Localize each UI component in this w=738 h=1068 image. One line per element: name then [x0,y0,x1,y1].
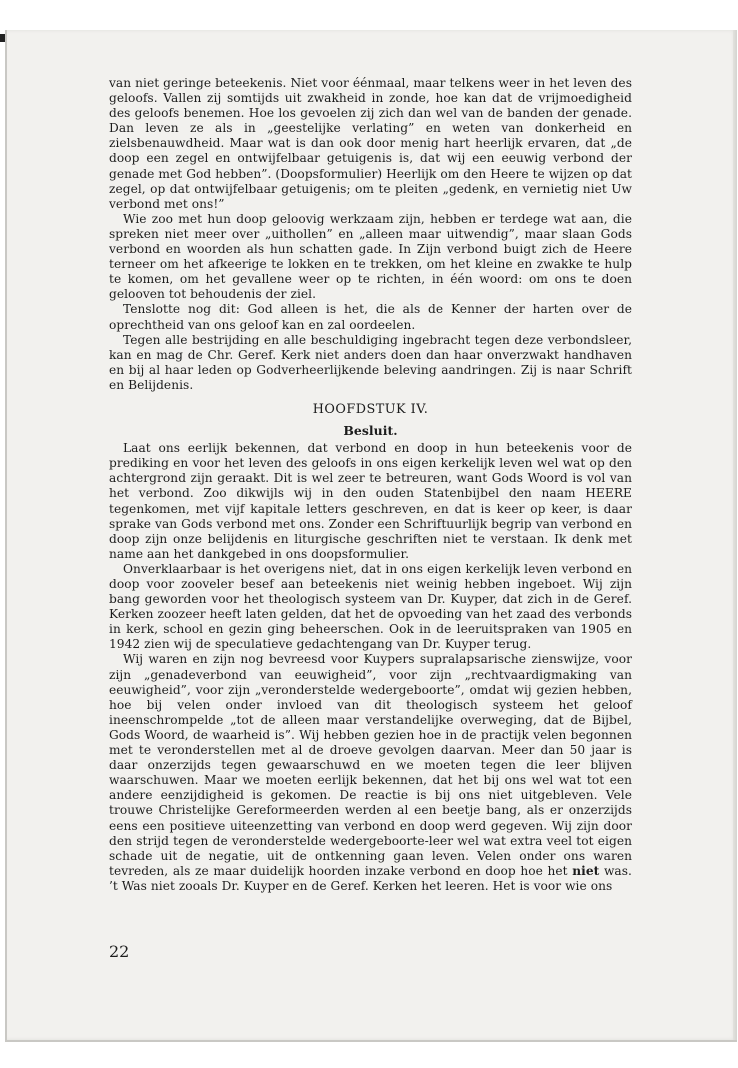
paragraph-7-start: Wij waren en zijn nog bevreesd voor Kuypers supralapsarische zienswijze, voor zijn „genadeverbond van eeuwigheid”, voor zijn „rechtvaardigmaking van eeuwigheid”, voor zijn „veronderstelde wedergeboorte”, omdat wij gezien hebben, hoe bij velen onder invloed van dit theologisch systeem het geloof ineenschrompelde „tot de alleen maar verstandelijke overweging, dat de Bijbel, Gods Woord, de waarheid is”. Wij hebben gezien hoe in de practijk velen begonnen met te veronderstellen met al de droeve gevolgen daarvan. Meer dan 50 jaar is daar onzerzijds tegen gewaarschuwd en we moeten tegen die leer blijven waarschuwen. Maar we moeten eerlijk bekennen, dat het bij ons wel wat tot een andere eenzijdigheid is gekomen. De reactie is bij ons niet uitgebleven. Vele trouwe Christelijke Gereformeerden werden al een beetje bang, als er onzerzijds eens een positieve uiteenzetting van verbond en doop werd gegeven. Wij zijn door den strijd tegen de veronderstelde wedergeboorte-leer wel wat extra veel tot eigen schade uit de negatie, uit de ontkenning gaan leven. Velen onder ons waren tevreden, als ze maar duidelijk hoorden inzake verbond en doop hoe het [109,652,632,878]
paragraph-3: Tenslotte nog dit: God alleen is het, die als de Kenner der harten over de oprechtheid van ons geloof kan en zal oordeelen. [109,302,632,332]
page-edge-shadow [733,30,737,1040]
page-text [109,76,632,894]
chapter-heading: HOOFDSTUK IV. [312,401,429,417]
paragraph-4: Tegen alle bestrijding en alle beschuldiging ingebracht tegen deze verbondsleer, kan en mag de Chr. Geref. Kerk niet anders doen dan haar onverzwakt handhaven en bij al haar leden op Godverheerlijkende beleving aandringen. Zij is naar Schrift en Belijdenis. [109,332,632,392]
emphasized-word: niet [572,863,600,878]
paragraph-1: van niet geringe beteekenis. Niet voor éénmaal, maar telkens weer in het leven des geloofs. Vallen zij somtijds uit zwakheid in zonde, hoe kan dat de vrijmoedigheid des geloofs benemen. Hoe los gevoelen zij zich dan wel van de banden der genade. Dan leven ze als in „geestelijke verlating” en weten van donkerheid en zielsbenauwdheid. Maar wat is dan ook door menig hart heerlijk ervaren, dat „de doop een zegel en ontwijfelbaar getuigenis is, dat wij een eeuwig verbond der genade met God hebben”. (Doopsformulier) Heerlijk om den Heere te wijzen op dat zegel, op dat ontwijfelbaar getuigenis; om te pleiten „gedenk, en vernietig niet Uw verbond met ons!” [109,76,632,211]
paragraph-2: Wie zoo met hun doop geloovig werkzaam zijn, hebben er terdege wat aan, die spreken niet meer over „uithollen” en „alleen maar uitwendig”, maar slaan Gods verbond en woorden als hun schatten gade. In Zijn verbond buigt zich de Heere terneer om het afkeerige te lokken en te trekken, om het kleine en zwakke te hulp te komen, om het gevallene weer op te richten, in één woord: om ons te doen gelooven tot behoudenis der ziel. [109,211,632,302]
paragraph-6: Onverklaarbaar is het overigens niet, dat in ons eigen kerkelijk leven verbond en doop voor zooveler besef aan beteekenis niet weinig hebben ingeboet. Wij zijn bang geworden voor het theologisch systeem van Dr. Kuyper, dat zich in de Geref. Kerken zoozeer heeft laten gelden, dat het de opvoeding van het zaad des verbonds in kerk, school en gezin ging beheerschen. Ook in de leeruitspraken van 1905 en 1942 zien wij de speculatieve gedachtengang van Dr. Kuyper terug. [109,561,632,652]
paragraph-7 [109,652,632,894]
paragraph-7-end: was. ’t Was niet zooals Dr. Kuyper en de Geref. Kerken het leeren. Het is voor wie ons [109,863,632,893]
paragraph-5: Laat ons eerlijk bekennen, dat verbond en doop in hun beteekenis voor de prediking en voor het leven des geloofs in ons eigen kerkelijk leven wel wat op den achtergrond zijn geraakt. Dit is wel zeer te betreuren, want Gods Woord is vol van het verbond. Zoo dikwijls wij in den ouden Statenbijbel den naam HEERE tegenkomen, met vijf kapitale letters geschreven, en dat is keer op keer, is daar sprake van Gods verbond met ons. Zonder een Schriftuurlijk begrip van verbond en doop zijn onze belijdenis en liturgische geschriften niet te verstaan. Ik denk met name aan het dankgebed in ons doopsformulier. [109,441,632,561]
section-heading: Besluit. [343,423,398,439]
page-number: 22 [109,942,130,961]
